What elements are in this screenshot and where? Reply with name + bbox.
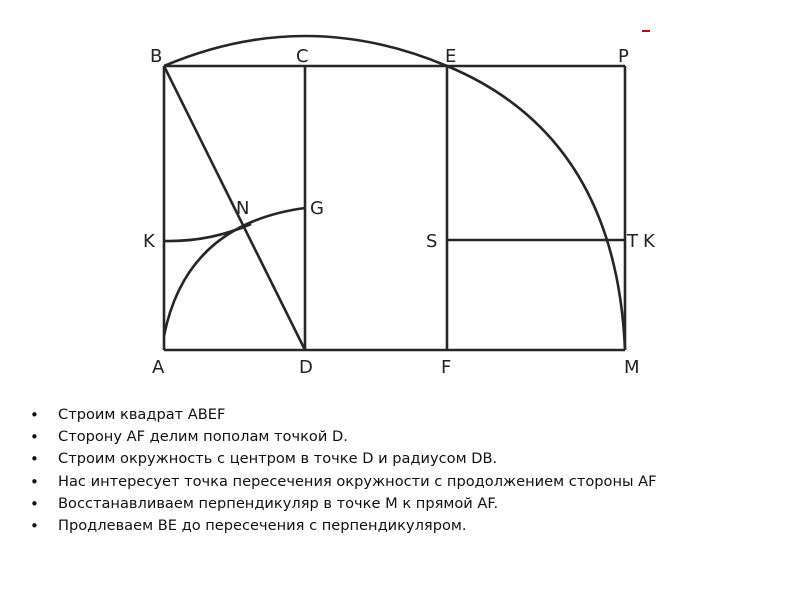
label-G: G (310, 198, 324, 219)
label-D: D (299, 357, 313, 378)
step-item: • Нас интересует точка пересечения окружности с продолжением стороны AF (26, 471, 786, 493)
label-B: B (150, 46, 163, 67)
label-N: N (236, 198, 250, 219)
label-K-left: K (143, 231, 155, 252)
arc-BEM (164, 36, 625, 350)
label-K-right: K (643, 231, 655, 252)
arc-KN (164, 224, 251, 241)
label-T: T (627, 231, 638, 252)
label-C: C (296, 46, 309, 67)
step-item: • Продлеваем BE до пересечения с перпендикуляром. (26, 515, 786, 537)
segment-BD (164, 66, 305, 350)
label-M: M (624, 357, 640, 378)
step-item: • Строим квадрат ABEF (26, 404, 786, 426)
construction-steps-list (26, 404, 786, 537)
step-item: • Строим окружность с центром в точке D и радиусом DB. (26, 448, 786, 470)
label-E: E (445, 46, 457, 67)
step-item: • Сторону AF делим пополам точкой D. (26, 426, 786, 448)
label-S: S (426, 231, 438, 252)
step-item: • Восстанавливаем перпендикуляр в точке M к прямой AF. (26, 493, 786, 515)
label-A: A (152, 357, 165, 378)
label-F: F (441, 357, 452, 378)
arc-AG (164, 208, 305, 336)
label-P: P (618, 46, 629, 67)
